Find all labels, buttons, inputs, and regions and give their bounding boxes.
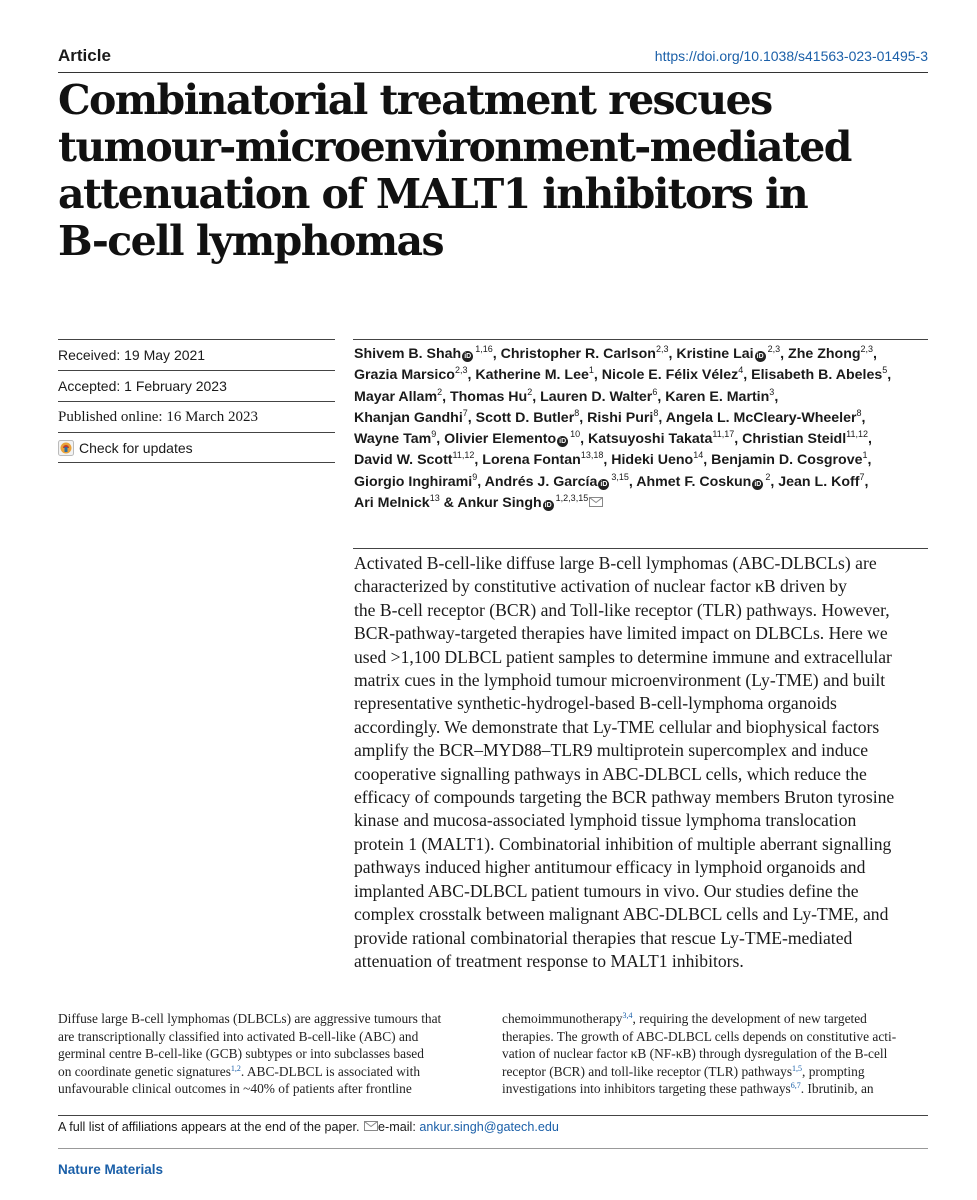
- author-name[interactable]: , Elisabeth B. Abeles: [743, 367, 883, 384]
- abstract-line: efficacy of compounds targeting the BCR pathway members Bruton tyrosine: [354, 787, 895, 808]
- affiliation-sup: 3,15: [611, 471, 629, 482]
- author-line: Giorgio Inghirami$^9$, Andrés J. García iD$^{3,15}$, Ahmet F. Coskun $iD^2$, Jean L. Koff$^7$,: [354, 471, 869, 490]
- abstract-line: pathways induced higher antitumour efficacy in lymphoid organoids and: [354, 857, 866, 878]
- author-name[interactable]: & Ankur Singh: [439, 495, 542, 512]
- body-line: Diffuse large B-cell lymphomas (DLBCLs) are aggressive tumours that: [58, 1011, 442, 1026]
- affiliation-sup: 2: [437, 386, 443, 397]
- affiliation-sup: 7: [462, 407, 468, 418]
- author-name[interactable]: Wayne Tam: [354, 431, 432, 448]
- affiliation-sup: 11,17: [712, 429, 735, 440]
- author-line: Khanjan Gandhi$^7$, Scott D. Butler$^8$, Rishi Puri$^8$, Angela L. McCleary-Wheeler$^8$,: [354, 407, 866, 426]
- body-line: vation of nuclear factor κB (NF-κB) through dysregulation of the B-cell: [502, 1046, 888, 1062]
- body-column-right: [502, 1010, 930, 1098]
- check-updates-link[interactable]: [58, 432, 335, 463]
- author-name[interactable]: , Ahmet F. Coskun: [628, 473, 752, 490]
- abstract-line: cooperative signalling pathways in ABC-DLBCL cells, which reduce the: [354, 763, 867, 784]
- author-line: Shivem B. Shah iD$^{1,16}$, Christopher R. Carlson$^{2,3}$, Kristine Lai iD$^{2,3}$, Zhe Zhong$^{2,3}$,: [354, 344, 877, 362]
- author-name[interactable]: , Katsuyoshi Takata: [580, 431, 713, 448]
- affiliation-sup: 2: [765, 471, 771, 482]
- check-updates-label: Check for updates: [79, 439, 193, 456]
- body-text: investigations into inhibitors targeting these pathways: [502, 1081, 791, 1097]
- author-name[interactable]: , Angela L. McCleary-Wheeler: [658, 409, 857, 426]
- authors-divider: [353, 339, 928, 340]
- check-updates-icon: [58, 440, 74, 456]
- body-line: are transcriptionally classified into activated B-cell-like (ABC) and: [58, 1028, 419, 1044]
- affiliations-note: A full list of affiliations appears at the end of the paper.: [58, 1120, 360, 1134]
- author-name[interactable]: , Rishi Puri: [579, 409, 654, 426]
- body-line: germinal centre B-cell-like (GCB) subtypes or into subclasses based: [58, 1046, 424, 1062]
- affiliation-sup: 2,3: [767, 344, 781, 354]
- author-name[interactable]: Shivem B. Shah: [354, 346, 462, 362]
- title-line: B-cell lymphomas: [58, 217, 443, 265]
- abstract-line: characterized by constitutive activation of nuclear factor κB driven by: [354, 576, 847, 597]
- body-column-left: [58, 1010, 486, 1098]
- affiliation-sup: 9: [472, 471, 478, 482]
- affiliation-sup: 5: [882, 365, 888, 376]
- abstract-line: amplify the BCR–MYD88–TLR9 multiprotein supercomplex and induce: [354, 740, 869, 761]
- affiliation-sup: 13,18: [580, 450, 604, 461]
- body-line: [502, 1010, 930, 1028]
- body-text: receptor (BCR) and toll-like receptor (TLR) pathways: [502, 1063, 793, 1079]
- abstract: [354, 552, 944, 973]
- body-line: unfavourable clinical outcomes in ~40% of patients after frontline: [58, 1081, 412, 1097]
- affiliation-sup: 2,3: [860, 344, 874, 354]
- received-date: Received: 19 May 2021: [58, 339, 335, 370]
- affiliation-sup: 1: [588, 365, 594, 376]
- title-line: Combinatorial treatment rescues: [58, 76, 772, 124]
- affiliation-sup: 8: [653, 407, 659, 418]
- author-list: [354, 344, 934, 514]
- affiliation-sup: 6: [652, 386, 658, 397]
- abstract-line: implanted ABC-DLBCL patient tumours in vivo. Our studies define the: [354, 880, 859, 901]
- envelope-icon[interactable]: [589, 497, 603, 507]
- affiliations-footnote: [58, 1120, 559, 1134]
- citation-link[interactable]: 3,4: [622, 1011, 633, 1020]
- article-type-label: Article: [58, 46, 111, 65]
- title-line: tumour-microenvironment-mediated: [58, 123, 851, 171]
- author-name[interactable]: , Jean L. Koff: [770, 473, 860, 490]
- author-name[interactable]: , Olivier Elemento: [436, 431, 557, 448]
- affiliation-sup: 11,12: [846, 429, 869, 440]
- author-name[interactable]: Ari Melnick: [354, 495, 430, 512]
- citation-link[interactable]: 6,7: [790, 1081, 801, 1091]
- author-name[interactable]: , Benjamin D. Cosgrove: [703, 452, 863, 469]
- body-line: [58, 1063, 486, 1081]
- author-name[interactable]: , Katherine M. Lee: [467, 367, 589, 384]
- abstract-line: accordingly. We demonstrate that Ly-TME cellular and biophysical factors: [354, 716, 880, 737]
- journal-divider: [58, 1148, 928, 1149]
- body-line: therapies. The growth of ABC-DLBCL cells depends on constitutive acti-: [502, 1028, 897, 1044]
- body-line: [502, 1080, 930, 1098]
- author-name[interactable]: Grazia Marsico: [354, 367, 455, 384]
- body-text: , prompting: [802, 1063, 865, 1079]
- author-name[interactable]: , Kristine Lai: [668, 346, 754, 362]
- published-date: Published online: 16 March 2023: [58, 401, 335, 432]
- body-text: , requiring the development of new targeted: [632, 1011, 867, 1026]
- citation-link[interactable]: 1,5: [792, 1063, 803, 1073]
- author-line: Mayar Allam$^2$, Thomas Hu$^2$, Lauren D. Walter$^6$, Karen E. Martin$^3$,: [354, 386, 779, 405]
- affiliation-sup: 8: [574, 407, 580, 418]
- author-name[interactable]: Giorgio Inghirami: [354, 473, 473, 490]
- abstract-line: used >1,100 DLBCL patient samples to determine immune and extracellular: [354, 646, 892, 667]
- body-text: on coordinate genetic signatures: [58, 1063, 231, 1079]
- author-name[interactable]: , Christopher R. Carlson: [492, 346, 656, 362]
- author-line: [354, 493, 934, 514]
- author-name[interactable]: , Karen E. Martin: [657, 388, 770, 405]
- accepted-date: Accepted: 1 February 2023: [58, 370, 335, 401]
- author-name[interactable]: , Lorena Fontan: [474, 452, 581, 469]
- author-name[interactable]: , Lauren D. Walter: [532, 388, 653, 405]
- author-name[interactable]: Mayar Allam: [354, 388, 438, 405]
- affiliation-sup: 8: [856, 407, 862, 418]
- author-name[interactable]: , Nicole E. Félix Vélez: [593, 367, 739, 384]
- affiliation-sup: 2: [527, 386, 533, 397]
- abstract-line: protein 1 (MALT1). Combinatorial inhibition of multiple aberrant signalling: [354, 833, 892, 854]
- abstract-line: kinase and mucosa-associated lymphoid tissue lymphoma translocation: [354, 810, 857, 831]
- abstract-line: Activated B-cell-like diffuse large B-cell lymphomas (ABC-DLBCLs) are: [354, 553, 877, 573]
- affiliation-sup: 10: [570, 429, 581, 440]
- orcid-icon[interactable]: iD: [559, 438, 567, 446]
- affiliation-sup: 13: [429, 493, 440, 504]
- affiliation-sup: 3: [769, 386, 775, 397]
- abstract-line: the B-cell receptor (BCR) and Toll-like receptor (TLR) pathways. However,: [354, 599, 890, 620]
- body-text: . Ibrutinib, an: [800, 1081, 874, 1097]
- author-name[interactable]: , Scott D. Butler: [467, 409, 575, 426]
- body-line: [502, 1063, 930, 1081]
- affiliation-sup: 1,16: [475, 344, 493, 354]
- doi-link[interactable]: https://doi.org/10.1038/s41563-023-01495-3: [654, 48, 928, 64]
- affiliation-sup: 4: [738, 365, 744, 376]
- abstract-line: provide rational combinatorial therapies that rescue Ly-TME-mediated: [354, 927, 853, 948]
- orcid-icon[interactable]: iD: [464, 353, 472, 360]
- abstract-line: matrix cues in the lymphoid tumour microenvironment (Ly-TME) and built: [354, 670, 886, 691]
- affiliation-sup: 11,12: [452, 450, 475, 461]
- journal-name[interactable]: Nature Materials: [58, 1162, 164, 1177]
- abstract-line: attenuation of treatment response to MALT1 inhibitors.: [354, 950, 744, 971]
- title-line: attenuation of MALT1 inhibitors in: [58, 170, 808, 218]
- author-line: David W. Scott$^{11,12}$, Lorena Fontan$^{13,18}$, Hideki Ueno$^{14}$, Benjamin D. Cosgrove$^1$,: [354, 450, 872, 469]
- email-link[interactable]: ankur.singh@gatech.edu: [419, 1120, 559, 1134]
- abstract-line: BCR-pathway-targeted therapies have limited impact on DLBCLs. Here we: [354, 623, 888, 644]
- header-divider: [58, 72, 928, 73]
- affiliation-sup: 2,3: [454, 365, 468, 376]
- author-name[interactable]: , Thomas Hu: [442, 388, 528, 405]
- abstract-line: complex crosstalk between malignant ABC-DLBCL cells and Ly-TME, and: [354, 904, 889, 925]
- author-name[interactable]: , Christian Steidl: [734, 431, 847, 448]
- publication-dates: [58, 339, 335, 463]
- author-name[interactable]: , Hideki Ueno: [603, 452, 694, 469]
- citation-link[interactable]: 1,2: [230, 1063, 241, 1073]
- body-text: chemoimmunotherapy: [502, 1011, 623, 1026]
- author-line: Wayne Tam$^9$, Olivier Elemento $iD^{10}$, Katsuyoshi Takata$^{11,17}$, Christian Steidl$^{11,12}$,: [354, 429, 872, 448]
- envelope-icon: [364, 1121, 378, 1131]
- orcid-icon[interactable]: iD: [754, 480, 762, 488]
- abstract-divider: [353, 548, 928, 549]
- affiliation-sup: 2,3: [655, 344, 669, 354]
- author-name[interactable]: , Zhe Zhong: [780, 346, 861, 362]
- footnote-divider: [58, 1115, 928, 1116]
- orcid-icon[interactable]: iD: [756, 353, 764, 360]
- affiliation-sup: 7: [859, 471, 865, 482]
- author-name[interactable]: David W. Scott: [354, 452, 453, 469]
- affiliation-sup: 1,2,3,15: [555, 493, 589, 504]
- orcid-icon[interactable]: iD: [544, 502, 552, 510]
- orcid-icon[interactable]: iD: [600, 480, 608, 488]
- abstract-line: representative synthetic-hydrogel-based B-cell-lymphoma organoids: [354, 693, 837, 714]
- body-text: . ABC-DLBCL is associated with: [240, 1063, 421, 1079]
- affiliation-sup: 14: [693, 450, 704, 461]
- author-name[interactable]: , Andrés J. García: [477, 473, 598, 490]
- article-title: [58, 77, 938, 265]
- email-label: e-mail:: [378, 1120, 416, 1134]
- author-line: Grazia Marsico$^{2,3}$, Katherine M. Lee$^1$, Nicole E. Félix Vélez$^4$, Elisabeth B. Abeles$^5$,: [354, 365, 892, 384]
- affiliation-sup: 9: [431, 429, 437, 440]
- affiliation-sup: 1: [862, 450, 868, 461]
- author-name[interactable]: Khanjan Gandhi: [354, 409, 463, 426]
